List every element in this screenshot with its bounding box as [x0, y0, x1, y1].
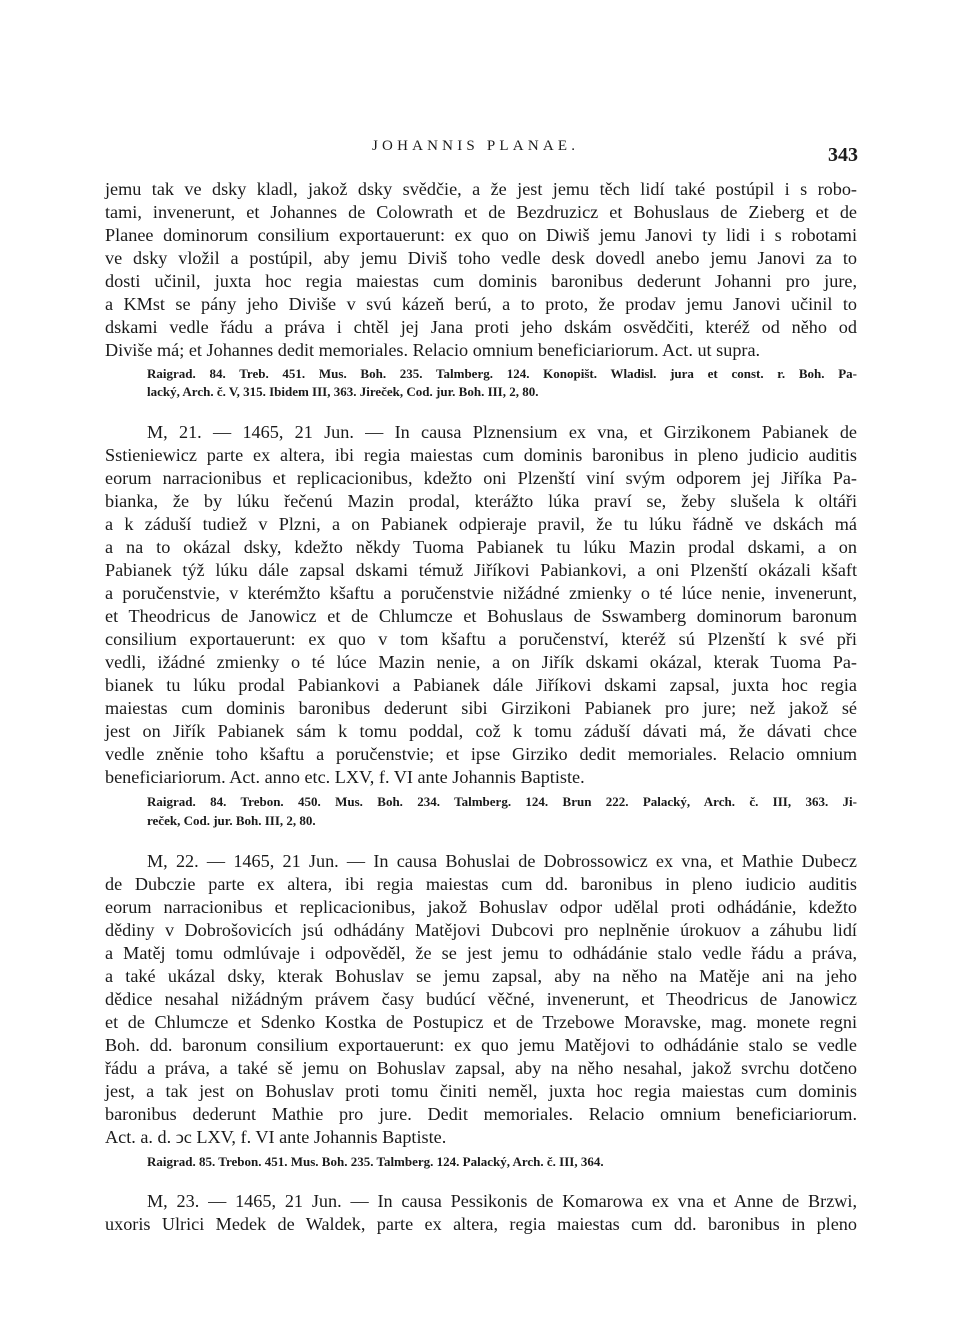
- text-line: jest, a tak jest on Bohuslav proti tomu činiti neměl, juxta hoc regia maiestas cum dominis: [105, 1081, 857, 1101]
- text-line: a poručenstvie, v kterémžto kšaftu a poručenstvie nižádné zmienky o té lúce nenie, invenerunt,: [105, 583, 857, 603]
- text-line: a k záduší tudiež v Plzni, a on Pabianek odpieraje pravil, že tu lúku řádně ve dskách má: [105, 514, 857, 534]
- text-line: tami, invenerunt, et Johannes de Colowrath et de Bezdruzicz et Bohuslaus de Zieberg et de: [105, 202, 857, 222]
- source-note: lacký, Arch. č. V, 315. Ibidem III, 363. Jireček, Cod. jur. Boh. III, 2, 80.: [147, 384, 539, 399]
- text-line: dskami vedle řádu a práva i chtěl jej Jana proti jeho dskám osvědčiti, kteréž od něho od: [105, 317, 857, 337]
- text-line: a KMst se pány jeho Diviše v svú kázeň berú, a to proto, že prodav jemu Janovi učinil to: [105, 294, 857, 314]
- text-line: a také ukázal dsky, kterak Bohuslav se jemu zapsal, aby na něho na Matěje ani na jeho: [105, 966, 857, 986]
- text-line: dědice nesahal nižádným právem časy budúcí věčné, invenerunt, et Theodricus de Janowicz: [105, 989, 857, 1009]
- running-head: [0, 138, 960, 166]
- text-line: Pabianek týž lúku dále zapsal dskami témuž Jiříkovi Pabiankovi, a oni Plzenští okázali kšaft: [105, 560, 857, 580]
- source-note: Raigrad. 85. Trebon. 451. Mus. Boh. 235. Talmberg. 124. Palacký, Arch. č. III, 364.: [147, 1154, 604, 1169]
- page-number: 343: [828, 144, 858, 166]
- text-line: eorum narracionibus et replicacionibus, jakož Bohuslav odpor udělal proti odhádánie, kdežto: [105, 897, 857, 917]
- text-line: jemu tak ve dsky kladl, jakož dsky svědčie, a že jest jemu těch lidí také postúpil i s robo-: [105, 179, 857, 199]
- entry-heading-line: M, 21. — 1465, 21 Jun. — In causa Plznensium ex vna, et Girzikonem Pabianek de: [147, 422, 857, 442]
- text-line: baronibus dederunt Mathie pro jure. Dedit memoriales. Relacio omnium beneficiariorum.: [105, 1104, 857, 1124]
- text-line: consilium exportauerunt: ex quo v tom kšaftu a poručenství, kteréž sú Plzenští k své při: [105, 629, 857, 649]
- text-line: dědiny v Dobrošovicích jsú odhádány Matějovi Dubcovi pro neplněnie úrokuov a záhubu lidí: [105, 920, 857, 940]
- text-line: bianek tu lúku prodal Pabiankovi a Pabianek dále Jiříkovi dskami zapsal, juxta hoc regia: [105, 675, 857, 695]
- text-line: ve dsky vložil a postúpil, aby jemu Diviš toho vedle desk dovedl anebo jemu Janovi za to: [105, 248, 857, 268]
- text-line: a na to okázal dsky, kdežto někdy Tuoma Pabianek tu lúku Mazin prodal dskami, a on: [105, 537, 857, 557]
- text-line: Act. a. d. ↄc LXV, f. VI ante Johannis Baptiste.: [105, 1127, 447, 1147]
- source-note: Raigrad. 84. Trebon. 450. Mus. Boh. 234. Talmberg. 124. Brun 222. Palacký, Arch. č. III, 363. Ji-: [147, 794, 857, 809]
- source-note: Raigrad. 84. Treb. 451. Mus. Boh. 235. Talmberg. 124. Konopišt. Wladisl. jura et const. r. Boh. Pa-: [147, 366, 857, 381]
- text-line: Sstieniewicz parte ex altera, ibi regia maiestas cum dominis baronibus in pleno judicio auditis: [105, 445, 857, 465]
- text-line: maiestas cum dominis baronibus dederunt sibi Girzikoni Pabianek pro jure; než jakož sé: [105, 698, 857, 718]
- text-line: vedli, ižádné zmienky o té lúce Mazin nenie, a on Jiřík dskami okázal, kterak Tuoma Pa-: [105, 652, 857, 672]
- text-line: jest on Jiřík Pabianek sám k tomu poddal, což k tomu záduší dávati má, že dávati chce: [105, 721, 857, 741]
- text-line: dosti učinil, juxta hoc regia maiestas cum dominis baronibus dederunt Johanni pro jure,: [105, 271, 857, 291]
- running-head-title: JOHANNIS PLANAE.: [372, 138, 580, 154]
- text-line: et Theodricus de Janowicz et de Chlumcze et Bohuslaus de Sswamberg dominorum baronum: [105, 606, 857, 626]
- text-line: vedle zněnie toho kšaftu a poručenstvie; et ipse Girziko dedit memoriales. Relacio omnium: [105, 744, 857, 764]
- source-note: reček, Cod. jur. Boh. III, 2, 80.: [147, 813, 316, 828]
- text-line: Diviše má; et Johannes dedit memoriales. Relacio omnium beneficiariorum. Act. ut supra.: [105, 340, 761, 360]
- text-line: uxoris Ulrici Medek de Waldek, parte ex altera, regia maiestas cum dd. baronibus in pleno: [105, 1214, 857, 1234]
- entry-heading-line: M, 23. — 1465, 21 Jun. — In causa Pessikonis de Komarowa ex vna et Anne de Brzwi,: [147, 1191, 857, 1211]
- text-line: řádu a práva, a také sě jemu on Bohuslav zapsal, aby na něho nesahal, jakož svrchu dotčeno: [105, 1058, 857, 1078]
- text-line: bianka, že by lúku řečenú Mazin prodal, kterážto lúka praví se, žeby slušela k oltáři: [105, 491, 857, 511]
- text-line: de Dubczie parte ex altera, ibi regia maiestas cum dd. baronibus in pleno iudicio auditis: [105, 874, 857, 894]
- text-line: Boh. dd. baronum consilium exportauerunt: ex quo jemu Matějovi to odhádánie stalo se vedle: [105, 1035, 857, 1055]
- text-line: Planee dominorum consilium exportauerunt: ex quo on Diwiš jemu Janovi ty lidi i s robotami: [105, 225, 857, 245]
- entry-heading-line: M, 22. — 1465, 21 Jun. — In causa Bohuslai de Dobrossowicz ex vna, et Mathie Dubecz: [147, 851, 857, 871]
- text-line: a Matěj tomu odmlúvaje i odpověděl, že se jest jemu to odhádánie stalo vedle řádu a práva,: [105, 943, 857, 963]
- text-line: eorum narracionibus et replicacionibus, kdežto oni Plzenští viní svým odporem jej Jiříka Pa-: [105, 468, 857, 488]
- text-line: beneficiariorum. Act. anno etc. LXV, f. VI ante Johannis Baptiste.: [105, 767, 585, 787]
- text-line: et de Chlumcze et Sdenko Kostka de Postupicz et de Trzebowe Moravske, mag. monete regni: [105, 1012, 857, 1032]
